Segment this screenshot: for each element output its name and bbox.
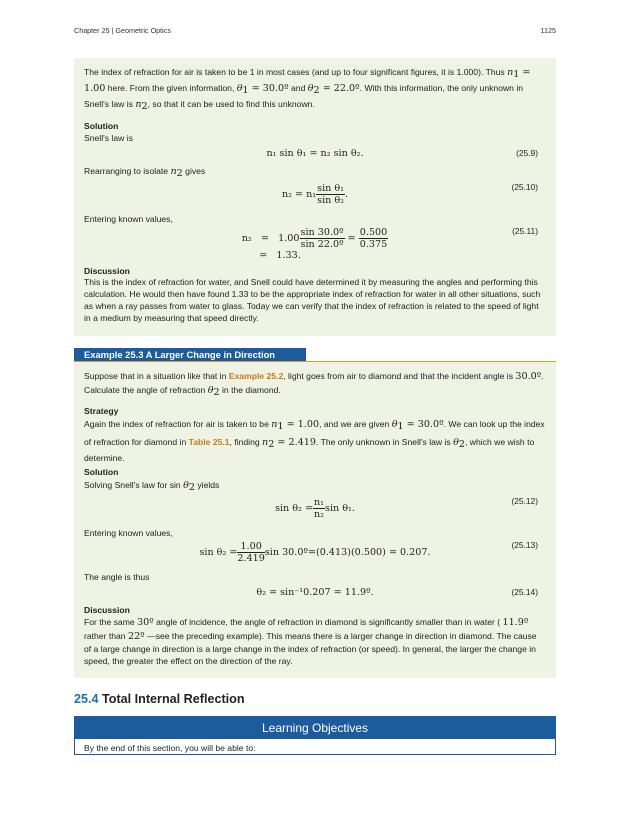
learning-objectives-intro: By the end of this section, you will be able to:: [84, 743, 256, 753]
discussion-paragraph-2: For the same 30º angle of incidence, the angle of refraction in diamond is significantly smaller than in water ( 11.9º rather than 22º —see the preceding example). This means there is a larger change in direction in diamond. The cause of a large change in direction is a large change in the index of refraction (or speed). In general, the larger the change in speed, the greater the effect on the direction of the ray.: [84, 616, 537, 667]
discussion-label: Discussion: [84, 265, 130, 276]
equation-25-14: θ₂ = sin⁻¹0.207 = 11.9º. (25.14): [256, 586, 538, 598]
equation-25-9: n₁ sin θ₁ = n₂ sin θ₂. (25.9): [266, 147, 538, 159]
example-title-bar: [74, 348, 556, 362]
equation-25-11: n₂ = 1.00 $\frac{\text{sin 30.0º}}{\text{sin 22.0º}}$ = $\frac{0.500}{0.375}$ = 1.33. (25.11): [241, 225, 538, 261]
strategy-paragraph: Again the index of refraction for air is taken to be $n_1 = 1.00$, and we are given $\theta_1$ = 30.0º. We can look up the index of refraction for diamond in Table 25.1, finding $n_2 = 2.419$. The only unknown in Snell's law is $\theta_2$, which we wish to determine.: [84, 419, 545, 464]
discussion-label-2: Discussion: [84, 604, 130, 615]
snell-text: Snell's law is: [84, 133, 133, 144]
solution-label: Solution: [84, 120, 119, 131]
section-number: 25.4: [74, 692, 99, 706]
equation-25-12: sin θ₂ = $\frac{\text{n₁}}{\text{n₂}}$ sin θ₁. (25.12): [275, 495, 538, 520]
angle-text: The angle is thus: [84, 572, 150, 583]
learning-objectives-heading: Learning Objectives: [75, 717, 555, 739]
page-number: 1125: [540, 26, 556, 35]
solution-label-2: Solution: [84, 467, 119, 478]
example-title: Example 25.3 A Larger Change in Direction: [74, 348, 306, 361]
example-solution-box: [74, 58, 556, 336]
example-25-3-box: [74, 362, 556, 678]
equation-25-13: sin θ₂ = $\frac{1.00}{2.419}$ sin 30.0º=(0.413)(0.500) = 0.207. (25.13): [199, 540, 538, 565]
discussion-paragraph: This is the index of refraction for water, and Snell could have determined it by measuring the angles and performing this calculation. He would then have found 1.33 to be the appropriate index of refraction for water in all other situations, such as when a ray passes from water to glass. Today we can verify that the index of refraction is related to the speed of light in a medium by measuring that speed directly.: [84, 277, 541, 323]
solve-text: Solving Snell's law for $\sin \theta_2$ yields: [84, 479, 220, 493]
section-title: Total Internal Reflection: [102, 692, 245, 706]
equation-25-10: n₂ = n₁ $\frac{\text{sin θ₁}}{\text{sin θ₂}}$ . (25.10): [281, 181, 538, 206]
table-25-1-link[interactable]: Table 25.1: [188, 436, 230, 447]
page-header: [74, 26, 556, 36]
example-25-2-link[interactable]: Example 25.2: [228, 371, 284, 381]
strategy-label: Strategy: [84, 405, 119, 416]
enter-text-2: Entering known values,: [84, 527, 173, 538]
intro-paragraph: The index of refraction for air is taken to be 1 in most cases (and up to four significant figures, it is 1.000). Thus $n_1 = 1.00$ here. From the given information, $\theta_1$ = 30.0º and $\theta_2$ = 22.0º. With this information, the only unknown in Snell's law is $n_2$, so that it can be used to find this unknown.: [84, 67, 531, 112]
section-heading: [74, 690, 245, 708]
learning-objectives-box: [74, 716, 556, 755]
enter-text: Entering known values,: [84, 213, 173, 224]
example-intro: Suppose that in a situation like that in Example 25.2, light goes from air to diamond and that the incident angle is 30.0º. Calculate the angle of refraction $\theta_2$ in the diamond.: [84, 371, 544, 398]
rearrange-text: Rearranging to isolate $n_2$ gives: [84, 165, 206, 179]
chapter-title: Chapter 25 | Geometric Optics: [74, 26, 171, 35]
